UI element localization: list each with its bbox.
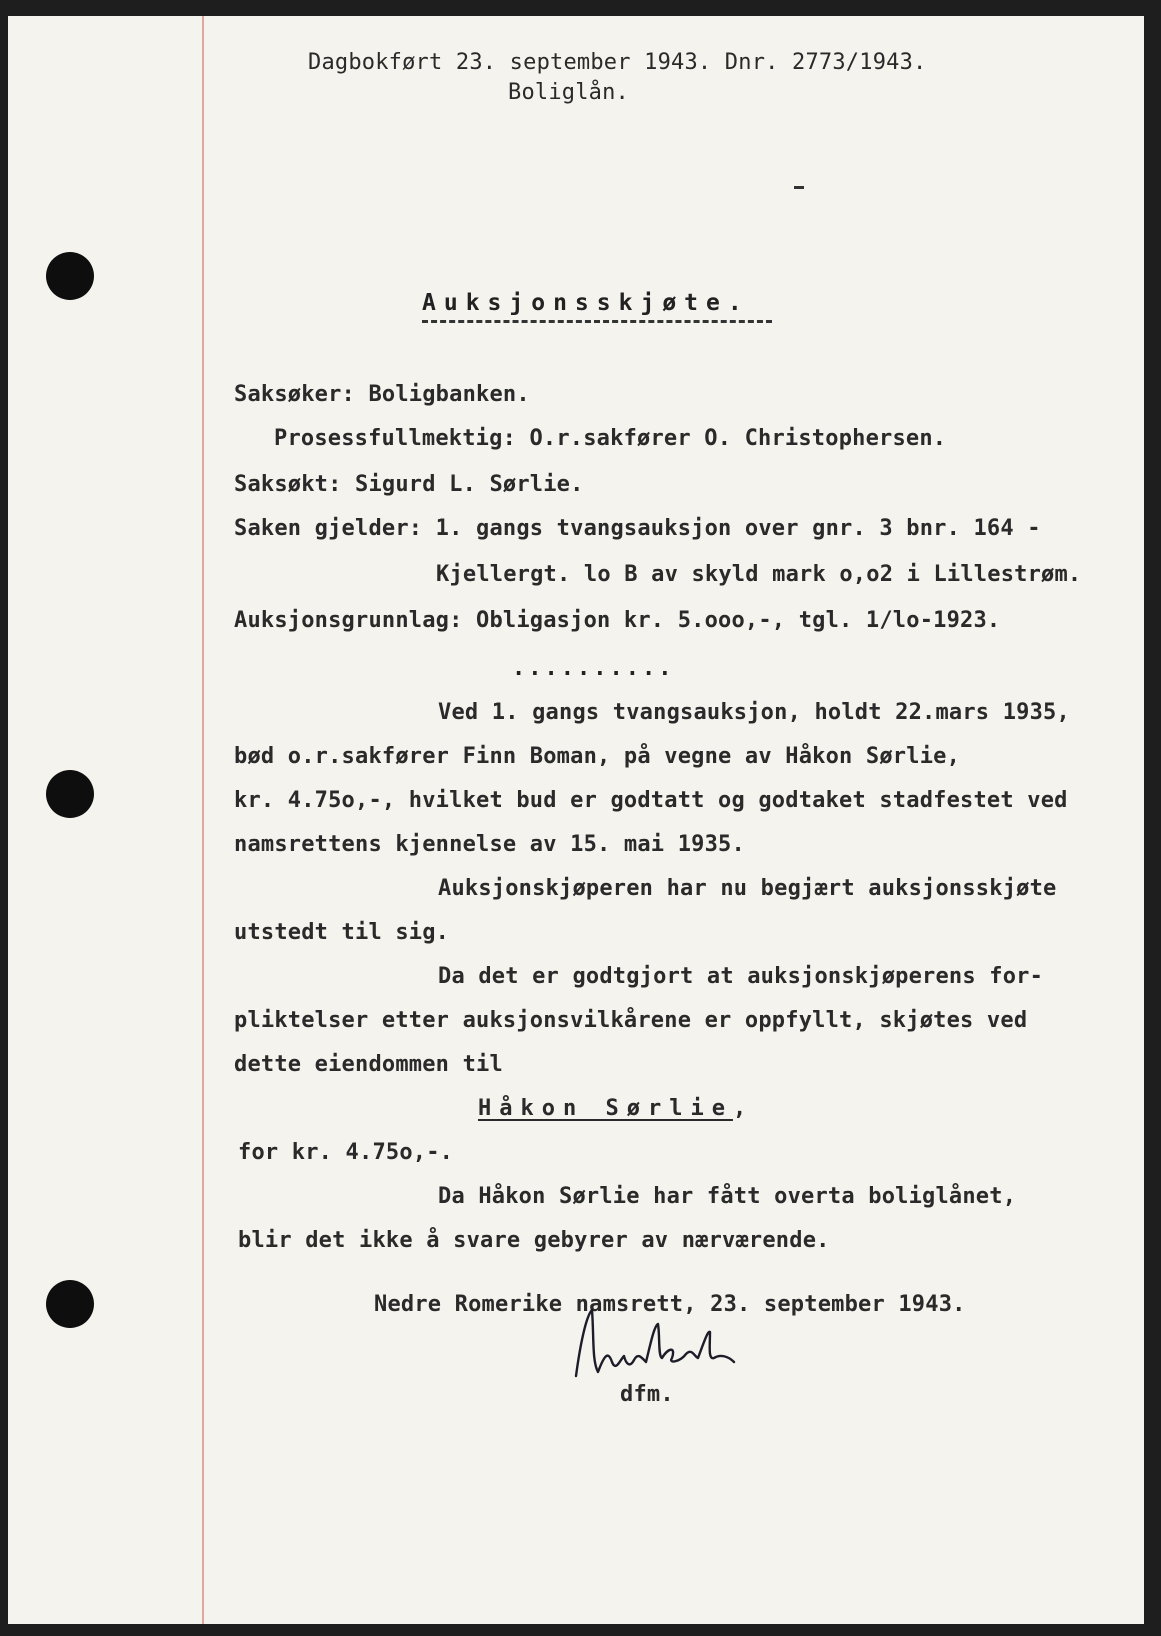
punch-hole [46,1280,94,1328]
body-line: Da det er godtgjort at auksjonskjøperens for- [438,964,1044,989]
price-line: for kr. 4.75o,-. [238,1140,454,1165]
body-line: namsrettens kjennelse av 15. mai 1935. [234,832,745,857]
title-underline [422,320,772,323]
case-line: Saken gjelder: 1. gangs tvangsauksjon over gnr. 3 bnr. 164 - [234,516,1041,541]
body-line: Auksjonskjøperen har nu begjært auksjonsskjøte [438,876,1057,901]
signer-role: dfm. [620,1382,674,1407]
signature [568,1306,748,1386]
header-subject: Boliglån. [508,80,630,105]
header-journal-line: Dagbokført 23. september 1943. Dnr. 2773/1943. [308,50,927,75]
margin-line [202,16,204,1624]
document-page [8,16,1144,1624]
buyer-line [478,1096,746,1122]
property-line: Kjellergt. lo B av skyld mark o,o2 i Lillestrøm. [436,562,1082,587]
body-line: utstedt til sig. [234,920,450,945]
basis-line: Auksjonsgrunnlag: Obligasjon kr. 5.ooo,-, tgl. 1/lo-1923. [234,608,1001,633]
body-line: kr. 4.75o,-, hvilket bud er godtatt og godtaket stadfestet ved [234,788,1068,813]
attorney-line: Prosessfullmektig: O.r.sakfører O. Christophersen. [274,426,947,451]
body-line: dette eiendommen til [234,1052,503,1077]
place-date-line: Nedre Romerike namsrett, 23. september 1943. [374,1292,966,1317]
body-line: blir det ikke å svare gebyrer av nærværende. [238,1228,830,1253]
defendant-line: Saksøkt: Sigurd L. Sørlie. [234,472,584,497]
body-line: Da Håkon Sørlie har fått overta boliglånet, [438,1184,1017,1209]
buyer-suffix: , [732,1096,747,1121]
body-line: bød o.r.sakfører Finn Boman, på vegne av Håkon Sørlie, [234,744,961,769]
stray-mark [794,186,804,189]
buyer-name: Håkon Sørlie [478,1096,733,1121]
plaintiff-line: Saksøker: Boligbanken. [234,382,530,407]
body-line: pliktelser etter auksjonsvilkårene er oppfyllt, skjøtes ved [234,1008,1028,1033]
section-separator: .......... [512,656,675,681]
punch-hole [46,252,94,300]
punch-hole [46,770,94,818]
body-line: Ved 1. gangs tvangsauksjon, holdt 22.mars 1935, [438,700,1070,725]
document-title: Auksjonsskjøte. [422,290,750,316]
